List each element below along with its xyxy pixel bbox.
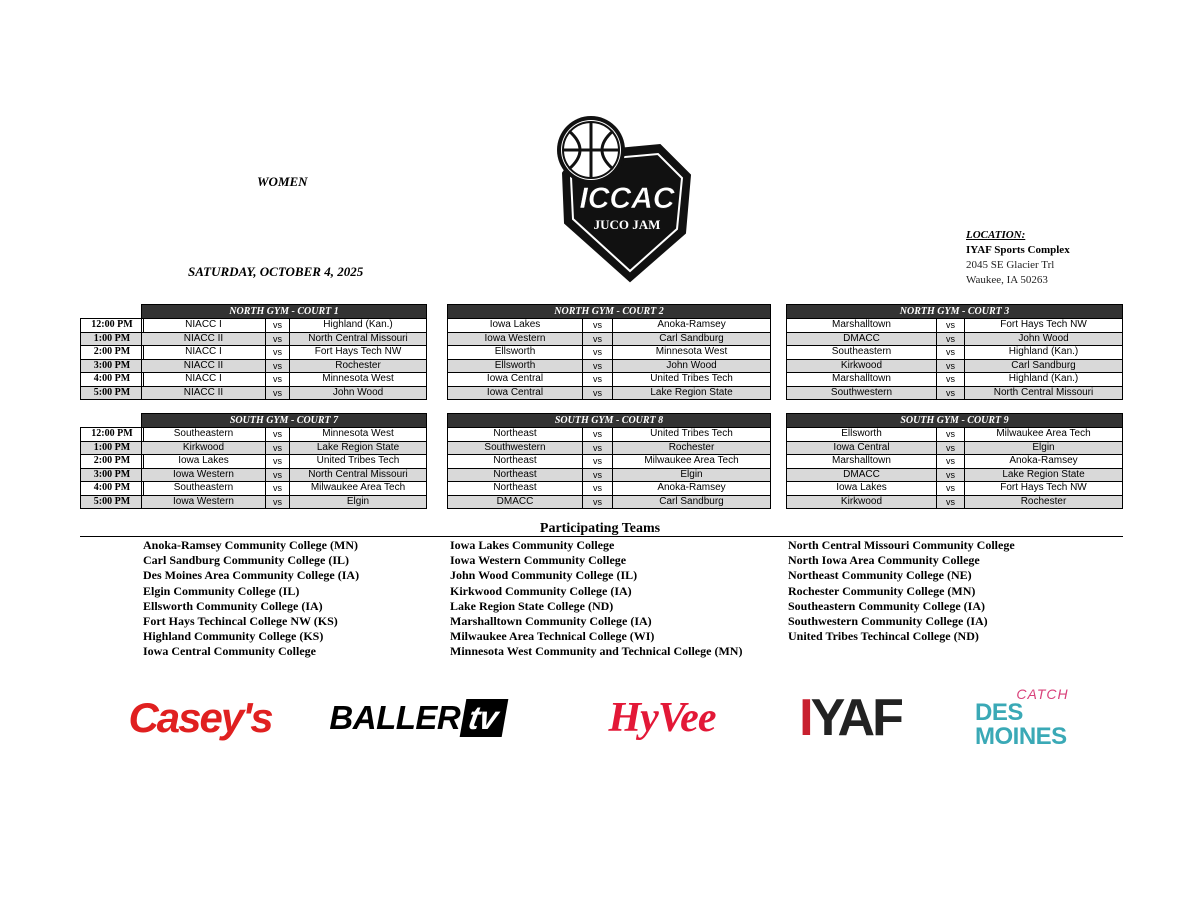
location-heading: LOCATION: — [966, 229, 1026, 241]
home-team: Northeast — [448, 482, 583, 496]
team-name: Fort Hays Techincal College NW (KS) — [143, 613, 338, 628]
home-team: NIACC II — [142, 359, 266, 373]
court-title: SOUTH GYM - COURT 8 — [448, 414, 771, 428]
time-cell: 2:00 PM — [81, 455, 144, 469]
away-team: John Wood — [965, 332, 1123, 346]
away-team: Anoka-Ramsey — [613, 482, 771, 496]
away-team: Elgin — [613, 468, 771, 482]
team-name: Southeastern Community College (IA) — [788, 598, 985, 613]
team-name: Carl Sandburg Community College (IL) — [143, 553, 350, 568]
vs-label: vs — [937, 332, 965, 346]
game-row — [787, 441, 1123, 455]
vs-label: vs — [583, 428, 613, 442]
away-team: Fort Hays Tech NW — [965, 319, 1123, 333]
home-team: NIACC I — [142, 319, 266, 333]
home-team: Iowa Western — [142, 495, 266, 509]
time-cell: 1:00 PM — [81, 332, 144, 346]
vs-label: vs — [937, 373, 965, 387]
home-team: Iowa Lakes — [142, 455, 266, 469]
home-team: NIACC II — [142, 386, 266, 400]
court-title: SOUTH GYM - COURT 7 — [142, 414, 427, 428]
game-row — [787, 386, 1123, 400]
time-cell: 4:00 PM — [81, 482, 144, 496]
vs-label: vs — [583, 319, 613, 333]
location-block — [966, 228, 1070, 288]
away-team: North Central Missouri — [290, 468, 427, 482]
away-team: Anoka-Ramsey — [613, 319, 771, 333]
location-name: IYAF Sports Complex — [966, 244, 1070, 256]
game-row — [142, 495, 427, 509]
away-team: Elgin — [965, 441, 1123, 455]
team-name: Northeast Community College (NE) — [788, 568, 972, 583]
game-row — [142, 346, 427, 360]
game-row — [787, 455, 1123, 469]
court-9-table — [786, 413, 1123, 509]
away-team: Milwaukee Area Tech — [965, 428, 1123, 442]
vs-label: vs — [937, 495, 965, 509]
game-row — [448, 495, 771, 509]
time-cell: 12:00 PM — [81, 428, 144, 442]
team-name: Iowa Lakes Community College — [450, 538, 615, 552]
away-team: Milwaukee Area Tech — [613, 455, 771, 469]
time-cell: 12:00 PM — [81, 319, 144, 333]
away-team: Carl Sandburg — [613, 332, 771, 346]
vs-label: vs — [583, 482, 613, 496]
home-team: Southeastern — [142, 428, 266, 442]
away-team: Highland (Kan.) — [290, 319, 427, 333]
away-team: Lake Region State — [290, 441, 427, 455]
game-row — [448, 482, 771, 496]
vs-label: vs — [937, 386, 965, 400]
away-team: Anoka-Ramsey — [965, 455, 1123, 469]
away-team: United Tribes Tech — [613, 428, 771, 442]
team-name: North Central Missouri Community College — [788, 538, 1015, 552]
game-row — [142, 373, 427, 387]
team-name: Kirkwood Community College (IA) — [450, 583, 632, 598]
team-name: North Iowa Area Community College — [788, 553, 980, 568]
vs-label: vs — [937, 428, 965, 442]
location-address-1: 2045 SE Glacier Trl — [966, 259, 1055, 271]
game-row — [787, 359, 1123, 373]
vs-label: vs — [583, 386, 613, 400]
home-team: DMACC — [787, 468, 937, 482]
game-row — [787, 319, 1123, 333]
game-row — [142, 428, 427, 442]
caseys-logo — [130, 688, 270, 748]
away-team: Fort Hays Tech NW — [290, 346, 427, 360]
vs-label: vs — [937, 319, 965, 333]
teams-column-2 — [450, 538, 742, 660]
vs-label: vs — [266, 441, 290, 455]
game-row — [787, 346, 1123, 360]
away-team: Rochester — [613, 441, 771, 455]
team-name: Lake Region State College (ND) — [450, 598, 614, 613]
iyaf-rest-text: YAF — [810, 689, 901, 747]
game-row — [787, 468, 1123, 482]
division-label: WOMEN — [257, 174, 308, 189]
vs-label: vs — [266, 346, 290, 360]
vs-label: vs — [583, 359, 613, 373]
away-team: Highland (Kan.) — [965, 373, 1123, 387]
team-name: United Tribes Techincal College (ND) — [788, 629, 979, 644]
away-team: Lake Region State — [613, 386, 771, 400]
team-name: Minnesota West Community and Technical College (MN) — [450, 644, 743, 659]
vs-label: vs — [583, 495, 613, 509]
away-team: Elgin — [290, 495, 427, 509]
home-team: DMACC — [448, 495, 583, 509]
team-name: Anoka-Ramsey Community College (MN) — [143, 538, 358, 552]
vs-label: vs — [937, 482, 965, 496]
away-team: John Wood — [613, 359, 771, 373]
game-row — [787, 495, 1123, 509]
home-team: Iowa Western — [142, 468, 266, 482]
vs-label: vs — [266, 455, 290, 469]
away-team: Highland (Kan.) — [965, 346, 1123, 360]
team-name: Southwestern Community College (IA) — [788, 613, 988, 628]
time-cell: 3:00 PM — [81, 468, 144, 482]
iyaf-i-text: I — [799, 689, 811, 747]
divider — [80, 536, 1123, 537]
vs-label: vs — [266, 386, 290, 400]
team-name: Elgin Community College (IL) — [143, 583, 300, 598]
home-team: Northeast — [448, 455, 583, 469]
time-cell: 4:00 PM — [81, 373, 144, 387]
away-team: Fort Hays Tech NW — [965, 482, 1123, 496]
ballertv-logo — [305, 688, 530, 748]
game-row — [142, 468, 427, 482]
home-team: Ellsworth — [787, 428, 937, 442]
away-team: Minnesota West — [290, 373, 427, 387]
time-column-2 — [80, 427, 144, 509]
home-team: Northeast — [448, 468, 583, 482]
vs-label: vs — [266, 428, 290, 442]
team-name: Ellsworth Community College (IA) — [143, 598, 323, 613]
team-name: Iowa Western Community College — [450, 553, 627, 568]
game-row — [448, 441, 771, 455]
vs-label: vs — [266, 373, 290, 387]
vs-label: vs — [266, 495, 290, 509]
court-7-table — [141, 413, 427, 509]
game-row — [142, 441, 427, 455]
home-team: Southwestern — [787, 386, 937, 400]
vs-label: vs — [583, 332, 613, 346]
home-team: Marshalltown — [787, 373, 937, 387]
vs-label: vs — [583, 346, 613, 360]
game-row — [142, 455, 427, 469]
vs-label: vs — [266, 319, 290, 333]
catch-des-moines-logo — [975, 688, 1110, 748]
court-2-table — [447, 304, 771, 400]
vs-label: vs — [937, 441, 965, 455]
catch-text: CATCH — [1016, 686, 1069, 702]
court-title: NORTH GYM - COURT 2 — [448, 305, 771, 319]
court-title: NORTH GYM - COURT 1 — [142, 305, 427, 319]
away-team: United Tribes Tech — [613, 373, 771, 387]
time-cell: 2:00 PM — [81, 346, 144, 360]
home-team: Southwestern — [448, 441, 583, 455]
game-row — [448, 346, 771, 360]
vs-label: vs — [266, 468, 290, 482]
vs-label: vs — [937, 455, 965, 469]
home-team: DMACC — [787, 332, 937, 346]
participating-teams-title: Participating Teams — [539, 521, 661, 536]
team-name: Highland Community College (KS) — [143, 629, 324, 644]
away-team: North Central Missouri — [290, 332, 427, 346]
logo-text-iccac: ICCAC — [579, 182, 675, 215]
vs-label: vs — [583, 441, 613, 455]
vs-label: vs — [937, 346, 965, 360]
away-team: John Wood — [290, 386, 427, 400]
court-title: NORTH GYM - COURT 3 — [787, 305, 1123, 319]
event-logo — [555, 113, 700, 285]
game-row — [448, 468, 771, 482]
game-row — [448, 386, 771, 400]
home-team: Southeastern — [787, 346, 937, 360]
caseys-text: Casey's — [128, 694, 272, 741]
away-team: Milwaukee Area Tech — [290, 482, 427, 496]
game-row — [142, 332, 427, 346]
home-team: Marshalltown — [787, 319, 937, 333]
home-team: Southeastern — [142, 482, 266, 496]
home-team: Northeast — [448, 428, 583, 442]
away-team: Lake Region State — [965, 468, 1123, 482]
vs-label: vs — [937, 468, 965, 482]
game-row — [448, 359, 771, 373]
home-team: Kirkwood — [787, 359, 937, 373]
team-name: Des Moines Area Community College (IA) — [143, 568, 360, 583]
time-cell: 1:00 PM — [81, 441, 144, 455]
vs-label: vs — [583, 373, 613, 387]
game-row — [448, 319, 771, 333]
location-address-2: Waukee, IA 50263 — [966, 274, 1048, 286]
game-row — [787, 373, 1123, 387]
home-team: Iowa Central — [787, 441, 937, 455]
home-team: NIACC I — [142, 373, 266, 387]
away-team: Minnesota West — [613, 346, 771, 360]
game-row — [142, 482, 427, 496]
court-3-table — [786, 304, 1123, 400]
baller-text: BALLER — [329, 699, 461, 736]
team-name: Iowa Central Community College — [143, 644, 316, 659]
home-team: NIACC II — [142, 332, 266, 346]
hyvee-text: HyVee — [608, 695, 716, 741]
time-cell: 5:00 PM — [81, 386, 144, 400]
vs-label: vs — [266, 482, 290, 496]
home-team: Iowa Central — [448, 386, 583, 400]
home-team: Ellsworth — [448, 346, 583, 360]
home-team: Iowa Central — [448, 373, 583, 387]
game-row — [448, 332, 771, 346]
game-row — [448, 373, 771, 387]
teams-column-3 — [788, 538, 1015, 644]
game-row — [142, 319, 427, 333]
vs-label: vs — [266, 332, 290, 346]
away-team: Carl Sandburg — [613, 495, 771, 509]
team-name: Rochester Community College (MN) — [788, 583, 976, 598]
team-name: Marshalltown Community College (IA) — [450, 613, 652, 628]
home-team: Kirkwood — [787, 495, 937, 509]
game-row — [787, 482, 1123, 496]
logo-text-jucojam: JUCO JAM — [593, 217, 661, 232]
game-row — [787, 428, 1123, 442]
game-row — [142, 359, 427, 373]
game-row — [142, 386, 427, 400]
event-date: SATURDAY, OCTOBER 4, 2025 — [188, 264, 364, 279]
away-team: Rochester — [290, 359, 427, 373]
team-name: John Wood Community College (IL) — [450, 568, 638, 583]
iyaf-logo — [790, 688, 910, 748]
game-row — [787, 332, 1123, 346]
time-cell: 5:00 PM — [81, 495, 144, 509]
away-team: Carl Sandburg — [965, 359, 1123, 373]
time-column-1 — [80, 318, 144, 400]
court-title: SOUTH GYM - COURT 9 — [787, 414, 1123, 428]
away-team: Rochester — [965, 495, 1123, 509]
game-row — [448, 455, 771, 469]
home-team: Kirkwood — [142, 441, 266, 455]
home-team: Iowa Lakes — [787, 482, 937, 496]
home-team: NIACC I — [142, 346, 266, 360]
teams-column-1 — [143, 538, 359, 660]
court-8-table — [447, 413, 771, 509]
tv-text: tv — [460, 699, 509, 737]
vs-label: vs — [583, 468, 613, 482]
time-cell: 3:00 PM — [81, 359, 144, 373]
home-team: Iowa Lakes — [448, 319, 583, 333]
des-moines-text: DES MOINES — [975, 699, 1067, 750]
game-row — [448, 428, 771, 442]
away-team: North Central Missouri — [965, 386, 1123, 400]
vs-label: vs — [266, 359, 290, 373]
home-team: Marshalltown — [787, 455, 937, 469]
team-name: Milwaukee Area Technical College (WI) — [450, 629, 655, 644]
court-1-table — [141, 304, 427, 400]
home-team: Ellsworth — [448, 359, 583, 373]
away-team: Minnesota West — [290, 428, 427, 442]
vs-label: vs — [937, 359, 965, 373]
home-team: Iowa Western — [448, 332, 583, 346]
away-team: United Tribes Tech — [290, 455, 427, 469]
hyvee-logo — [582, 688, 742, 748]
vs-label: vs — [583, 455, 613, 469]
